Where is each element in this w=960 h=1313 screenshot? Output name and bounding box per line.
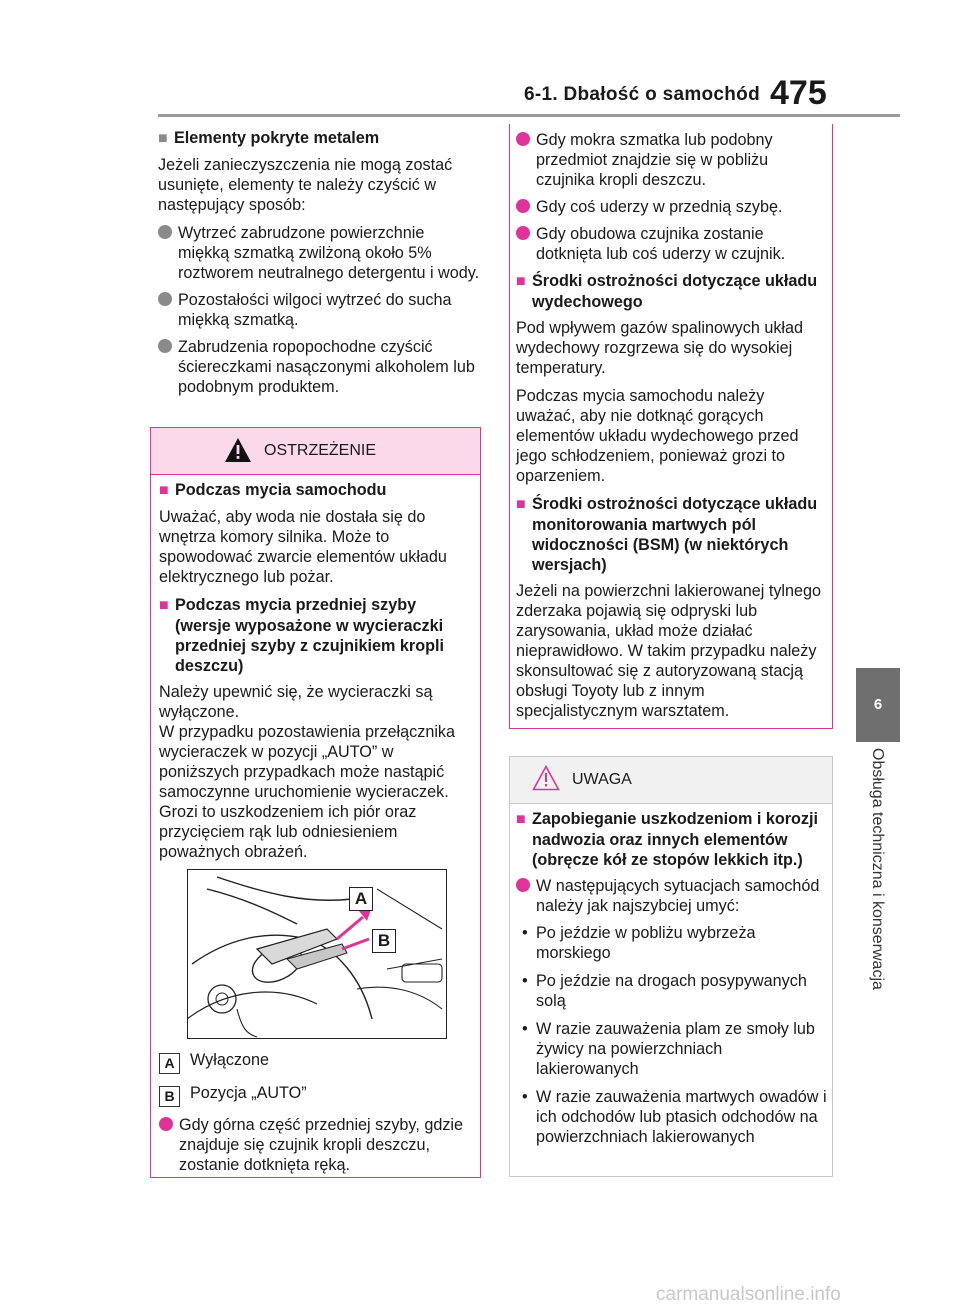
bullet-icon: [516, 226, 530, 240]
list-item: Gdy obudowa czujnika zostanie dotknięta lub coś uderzy w czujnik.: [516, 224, 828, 264]
bullet-icon: [158, 339, 172, 353]
warning-text: W przypadku pozostawienia przełącznika wycieraczek w pozycji „AUTO” w poniższych przypadkach może nastąpić samoczynne uruchomienie wycieraczek. Grozi to uszkodzeniem ich piór oraz przycięciem rąk lub odniesieniem poważnych obrażeń.: [159, 723, 456, 861]
list-item: W następujących sytuacjach samochód należy jak najszybciej umyć:: [516, 876, 828, 916]
watermark: carmanualsonline.info: [656, 1284, 841, 1305]
legend-item-a: A Wyłączone: [159, 1050, 475, 1074]
warning-triangle-icon: [224, 437, 252, 463]
square-bullet-icon: ■: [516, 273, 526, 290]
warning-subheading: ■ Środki ostrożności dotyczące układu wydechowego: [516, 272, 818, 311]
list-item: Zabrudzenia ropopochodne czyścić ściereczkami nasączonymi alkoholem lub podobnym produktem.: [158, 337, 480, 397]
square-bullet-icon: ■: [159, 482, 169, 499]
bullet-icon: [516, 132, 530, 146]
metal-heading: ■ Elementy pokryte metalem: [158, 129, 380, 147]
list-item: • Po jeździe na drogach posypywanych solą: [522, 972, 807, 1010]
chapter-tab-title: Obsługa techniczna i konserwacja: [869, 748, 886, 990]
bullet-icon: [516, 878, 530, 892]
list-item: Pozostałości wilgoci wytrzeć do sucha miękką szmatką.: [158, 290, 480, 330]
warning-subheading: ■ Podczas mycia przedniej szyby (wersje wyposażone w wycieraczki przedniej szyby z czujnikiem kropli deszczu): [159, 596, 444, 675]
note-box: [509, 756, 833, 1177]
warning-text: Pod wpływem gazów spalinowych układ wydechowy rozgrzewa się do wysokiej temperatury.: [516, 319, 804, 377]
list-item: Wytrzeć zabrudzone powierzchnie miękką szmatką zwilżoną około 5% roztworem neutralnego detergentu i wody.: [158, 223, 480, 283]
warning-body: [159, 480, 475, 870]
bullet-icon: [158, 292, 172, 306]
warning-text: Podczas mycia samochodu należy uważać, aby nie dotknąć gorących elementów układu wydechowego przed jego schłodzeniem, ponieważ grozi to oparzeniem.: [516, 387, 799, 485]
warning-box-continued: [509, 124, 833, 729]
warning-text: Należy upewnić się, że wycieraczki są wyłączone.: [159, 683, 433, 721]
list-item: Gdy coś uderzy w przednią szybę.: [516, 197, 828, 217]
list-item: • W razie zauważenia martwych owadów i ich odchodów lub ptasich odchodów na powierzchniach lakierowanych: [522, 1088, 827, 1146]
metal-intro: Jeżeli zanieczyszczenia nie mogą zostać usunięte, elementy te należy czyścić w następujący sposób:: [158, 156, 453, 214]
header-rule: [158, 114, 900, 117]
callout-a: A: [349, 887, 373, 911]
list-item: Gdy mokra szmatka lub podobny przedmiot znajdzie się w pobliżu czujnika kropli deszczu.: [516, 130, 828, 190]
list-item: • Po jeździe w pobliżu wybrzeża morskiego: [522, 924, 756, 962]
figure-legend: [159, 1050, 475, 1182]
square-bullet-icon: ■: [158, 130, 168, 147]
warning-header: [151, 428, 480, 475]
warning-text: Jeżeli na powierzchni lakierowanej tylnego zderzaka pojawią się odpryski lub zarysowania, układ może działać nieprawidłowo. W takim przypadku należy skonsultować się z autoryzowaną stacją obsługi Toyoty lub z innym specjalistycznym warsztatem.: [516, 582, 822, 720]
warning-continued-body: [516, 130, 828, 729]
bullet-icon: [159, 1117, 173, 1131]
square-bullet-icon: ■: [159, 597, 169, 614]
page-number: 475: [770, 74, 827, 112]
warning-subheading: ■ Środki ostrożności dotyczące układu monitorowania martwych pól widoczności (BSM) (w niektórych wersjach): [516, 495, 818, 574]
square-bullet-icon: ■: [516, 811, 526, 828]
note-title: UWAGA: [572, 771, 632, 788]
chapter-tab: [856, 748, 900, 1048]
wiper-switch-figure: [187, 869, 447, 1039]
callout-b: B: [372, 929, 396, 953]
bullet-icon: [516, 199, 530, 213]
list-item: • W razie zauważenia plam ze smoły lub żywicy na powierzchniach lakierowanych: [522, 1020, 815, 1078]
square-bullet-icon: ■: [516, 496, 526, 513]
note-header: [510, 757, 832, 804]
warning-text: Uważać, aby woda nie dostała się do wnętrza komory silnika. Może to spowodować zwarcie elementów układu elektrycznego lub pożar.: [159, 508, 447, 586]
warning-box: [150, 427, 481, 1178]
bullet-icon: [158, 225, 172, 239]
caution-triangle-icon: [532, 765, 560, 791]
legend-item-b: B Pozycja „AUTO”: [159, 1083, 475, 1107]
chapter-tab-number: 6: [856, 668, 900, 742]
warning-subheading: ■ Podczas mycia samochodu: [159, 481, 387, 499]
warning-title: OSTRZEŻENIE: [264, 442, 377, 459]
list-item: Gdy górna część przedniej szyby, gdzie znajduje się czujnik kropli deszczu, zostanie dotknięta ręką.: [159, 1115, 475, 1175]
note-body: [516, 809, 828, 1155]
note-subheading: ■ Zapobieganie uszkodzeniom i korozji nadwozia oraz innych elementów (obręcze kół ze stopów lekkich itp.): [516, 810, 819, 869]
left-column: [158, 128, 480, 404]
section-title: 6-1. Dbałość o samochód: [523, 84, 760, 105]
